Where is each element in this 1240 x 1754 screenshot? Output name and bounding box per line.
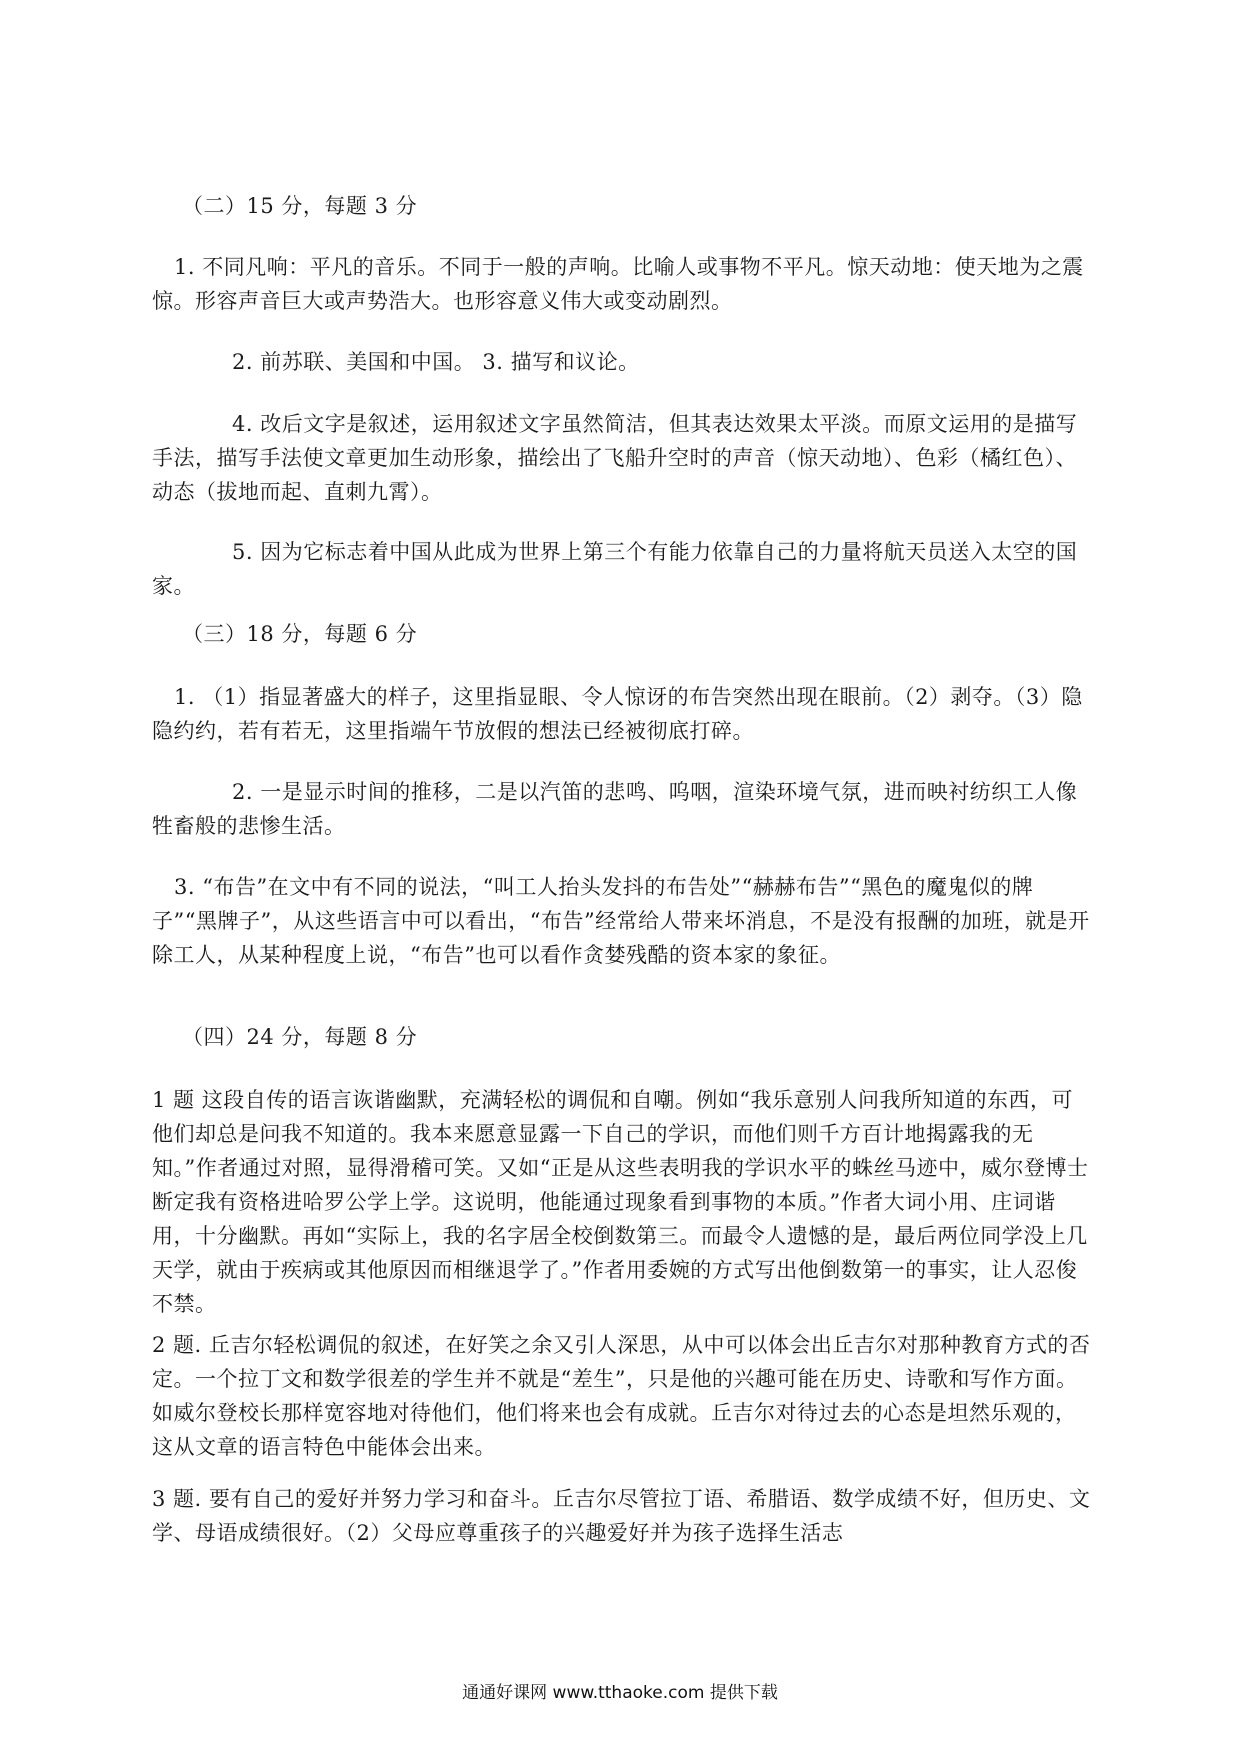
- section-3-answer-1: 1. （1）指显著盛大的样子，这里指显眼、令人惊讶的布告突然出现在眼前。（2）剥夺。（3）隐隐约约，若有若无，这里指端午节放假的想法已经被彻底打碎。: [152, 685, 1083, 743]
- section-4-answer-2: 2 题. 丘吉尔轻松调侃的叙述，在好笑之余又引人深思，从中可以体会出丘吉尔对那种教育方式的否定。一个拉丁文和数学很差的学生并不就是“差生”，只是他的兴趣可能在历史、诗歌和写作方面。如威尔登校长那样宽容地对待他们，他们将来也会有成就。丘吉尔对待过去的心态是坦然乐观的，这从文章的语言特色中能体会出来。: [152, 1333, 1091, 1459]
- section-2-heading: （二）15 分，每题 3 分: [182, 194, 418, 218]
- section-4-answer-3: 3 题. 要有自己的爱好并努力学习和奋斗。丘吉尔尽管拉丁语、希腊语、数学成绩不好，但历史、文学、母语成绩很好。（2）父母应尊重孩子的兴趣爱好并为孩子选择生活志: [152, 1487, 1091, 1545]
- section-2-answer-5: 5. 因为它标志着中国从此成为世界上第三个有能力依靠自己的力量将航天员送入太空的国家。: [152, 540, 1078, 598]
- section-2-answer-2-3: 2. 前苏联、美国和中国。 3. 描写和议论。: [232, 350, 640, 374]
- section-3-answer-3: 3. “布告”在文中有不同的说法，“叫工人抬头发抖的布告处”“赫赫布告”“黑色的魔鬼似的牌子”“黑牌子”，从这些语言中可以看出，“布告”经常给人带来坏消息，不是没有报酬的加班，就是开除工人，从某种程度上说，“布告”也可以看作贪婪残酷的资本家的象征。: [152, 875, 1090, 967]
- section-3-heading: （三）18 分，每题 6 分: [182, 622, 418, 646]
- section-4-answer-1: 1 题 这段自传的语言诙谐幽默，充满轻松的调侃和自嘲。例如“我乐意别人问我所知道的东西，可他们却总是问我不知道的。我本来愿意显露一下自己的学识，而他们则千方百计地揭露我的无知。”作者通过对照，显得滑稽可笑。又如“正是从这些表明我的学识水平的蛛丝马迹中，威尔登博士断定我有资格进哈罗公学上学。这说明，他能通过现象看到事物的本质。”作者大词小用、庄词谐用，十分幽默。再如“实际上，我的名字居全校倒数第三。而最令人遗憾的是，最后两位同学没上几天学，就由于疾病或其他原因而相继退学了。”作者用委婉的方式写出他倒数第一的事实，让人忍俊不禁。: [152, 1088, 1089, 1316]
- section-3-answer-2: 2. 一是显示时间的推移，二是以汽笛的悲鸣、呜咽，渲染环境气氛，进而映衬纺织工人像牲畜般的悲惨生活。: [152, 780, 1078, 838]
- section-2-answer-1: 1. 不同凡响：平凡的音乐。不同于一般的声响。比喻人或事物不平凡。惊天动地：使天地为之震惊。形容声音巨大或声势浩大。也形容意义伟大或变动剧烈。: [152, 255, 1084, 313]
- section-4-heading: （四）24 分，每题 8 分: [182, 1025, 418, 1049]
- footer-download-note: 通通好课网 www.tthaoke.com 提供下载: [462, 1683, 778, 1703]
- section-2-answer-4: 4. 改后文字是叙述，运用叙述文字虽然简洁，但其表达效果太平淡。而原文运用的是描写手法，描写手法使文章更加生动形象，描绘出了飞船升空时的声音（惊天动地）、色彩（橘红色）、动态（拔地而起、直刺九霄）。: [152, 412, 1078, 504]
